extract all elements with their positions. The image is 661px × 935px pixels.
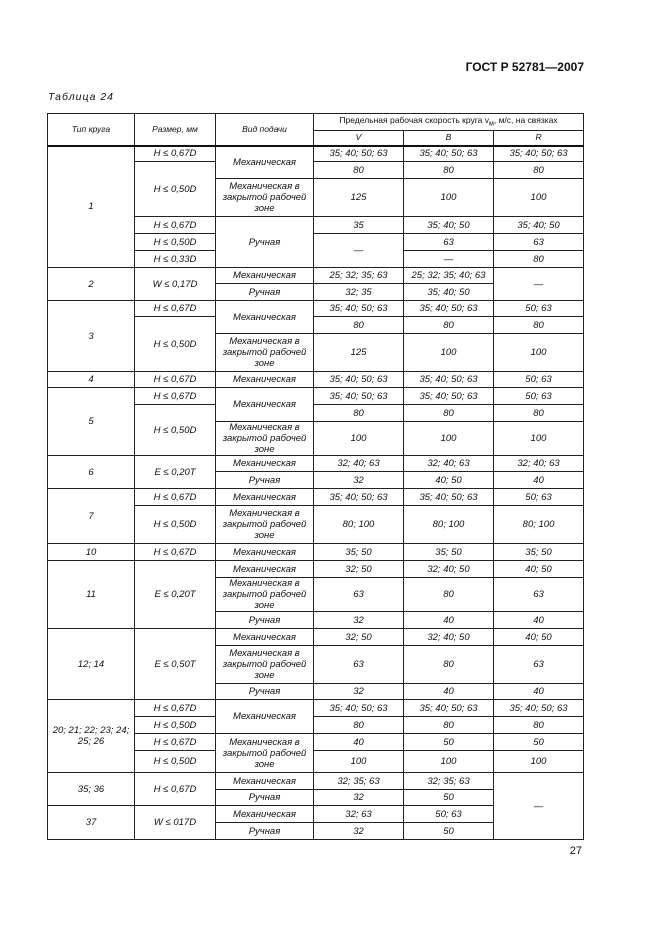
cell-b: 35; 50: [404, 544, 494, 561]
cell-r: 50: [494, 734, 584, 751]
cell-v: 35; 40; 50; 63: [314, 388, 404, 405]
cell-type: 1: [48, 146, 135, 268]
cell-size: H ≤ 0,67D: [135, 734, 216, 751]
cell-v: 35; 40; 50; 63: [314, 372, 404, 388]
header-bond-b: B: [404, 131, 494, 146]
cell-v: 35; 40; 50; 63: [314, 489, 404, 506]
header-speed: [314, 114, 584, 131]
cell-type: 35; 36: [48, 773, 135, 806]
cell-b: 32; 35; 63: [404, 773, 494, 790]
cell-b: 100: [404, 751, 494, 773]
cell-r: 40: [494, 612, 584, 629]
cell-size: H ≤ 0,67D: [135, 372, 216, 388]
cell-b: 50; 63: [404, 806, 494, 823]
cell-feed: Механическая: [216, 489, 314, 506]
cell-feed: Ручная: [216, 684, 314, 700]
cell-r: 50; 63: [494, 489, 584, 506]
cell-size: E ≤ 0,20T: [135, 456, 216, 489]
cell-v: 35; 40; 50; 63: [314, 700, 404, 717]
header-speed-subscript: м: [488, 119, 494, 128]
cell-feed: Ручная: [216, 823, 314, 840]
cell-v: 32; 35: [314, 284, 404, 301]
table-row: [48, 146, 584, 162]
table-caption: Таблица 24: [48, 91, 115, 103]
cell-b: 32; 40; 50: [404, 561, 494, 578]
cell-r: 50; 63: [494, 388, 584, 405]
cell-v: 80: [314, 317, 404, 334]
cell-v: —: [314, 234, 404, 268]
cell-r: 100: [494, 422, 584, 456]
cell-v: 80: [314, 162, 404, 179]
table-row: [48, 388, 584, 405]
cell-b: 40: [404, 684, 494, 700]
cell-b: 50: [404, 790, 494, 806]
table-row: [48, 489, 584, 506]
cell-r: 80: [494, 717, 584, 734]
header-speed-tail: , м/с, на связках: [493, 114, 558, 125]
cell-v: 35; 50: [314, 544, 404, 561]
cell-v: 32: [314, 472, 404, 489]
cell-feed: Механическая: [216, 806, 314, 823]
cell-r: 50; 63: [494, 301, 584, 317]
cell-r: 35; 50: [494, 544, 584, 561]
cell-r: 100: [494, 751, 584, 773]
cell-type: 10: [48, 544, 135, 561]
cell-size: E ≤ 0,50T: [135, 629, 216, 700]
table-row: [48, 544, 584, 561]
cell-size: H ≤ 0,67D: [135, 700, 216, 717]
cell-v: 25; 32; 35; 63: [314, 268, 404, 284]
cell-r: —: [494, 268, 584, 301]
cell-b: 35; 40; 50; 63: [404, 301, 494, 317]
cell-type: 2: [48, 268, 135, 301]
cell-v: 32: [314, 612, 404, 629]
cell-feed: Механическая: [216, 456, 314, 472]
cell-v: 80: [314, 405, 404, 422]
cell-v: 32: [314, 823, 404, 840]
table-row: [48, 372, 584, 388]
cell-r: 35; 40; 50; 63: [494, 700, 584, 717]
cell-b: 32; 40; 63: [404, 456, 494, 472]
cell-feed: Механическая: [216, 301, 314, 334]
cell-size: H ≤ 0,50D: [135, 751, 216, 773]
cell-b: 40; 50: [404, 472, 494, 489]
cell-r: 80: [494, 405, 584, 422]
cell-b: 35; 40; 50; 63: [404, 372, 494, 388]
table-row: [48, 629, 584, 646]
cell-b: 25; 32; 35; 40; 63: [404, 268, 494, 284]
header-type: Тип круга: [48, 114, 135, 146]
cell-size: H ≤ 0,67D: [135, 388, 216, 405]
cell-v: 32; 63: [314, 806, 404, 823]
cell-b: 80: [404, 162, 494, 179]
cell-v: 32: [314, 790, 404, 806]
cell-type: 4: [48, 372, 135, 388]
cell-size: H ≤ 0,33D: [135, 251, 216, 268]
cell-feed: Механическая в закрытой рабочей зоне: [216, 578, 314, 612]
cell-feed: Механическая: [216, 629, 314, 646]
table-row: [48, 268, 584, 284]
cell-b: 40: [404, 612, 494, 629]
header-bond-r: R: [494, 131, 584, 146]
cell-size: H ≤ 0,67D: [135, 544, 216, 561]
cell-feed: Механическая: [216, 388, 314, 422]
cell-v: 32; 35; 63: [314, 773, 404, 790]
cell-type: 20; 21; 22; 23; 24; 25; 26: [48, 700, 135, 773]
cell-v: 80: [314, 717, 404, 734]
header-bond-v: V: [314, 131, 404, 146]
cell-size: E ≤ 0,20T: [135, 561, 216, 629]
cell-b: 50: [404, 734, 494, 751]
cell-v: 35; 40; 50; 63: [314, 301, 404, 317]
cell-feed: Механическая в закрытой рабочей зоне: [216, 422, 314, 456]
header-feed: Вид подачи: [216, 114, 314, 146]
cell-b: 63: [404, 234, 494, 251]
cell-r: 100: [494, 334, 584, 372]
cell-r: 80: [494, 162, 584, 179]
cell-feed: Ручная: [216, 612, 314, 629]
cell-feed: Механическая: [216, 773, 314, 790]
cell-size: H ≤ 0,50D: [135, 162, 216, 217]
cell-b: 80: [404, 646, 494, 684]
cell-type: 11: [48, 561, 135, 629]
cell-v: 63: [314, 646, 404, 684]
page-number: 27: [569, 845, 582, 857]
cell-r: 63: [494, 578, 584, 612]
cell-r: 63: [494, 646, 584, 684]
cell-v: 100: [314, 422, 404, 456]
cell-feed: Механическая в закрытой рабочей зоне: [216, 334, 314, 372]
cell-r: 40: [494, 684, 584, 700]
cell-b: 35; 40; 50; 63: [404, 388, 494, 405]
cell-v: 125: [314, 334, 404, 372]
cell-r: 100: [494, 179, 584, 217]
cell-b: 100: [404, 179, 494, 217]
cell-b: 100: [404, 334, 494, 372]
cell-size: H ≤ 0,50D: [135, 506, 216, 544]
cell-feed: Ручная: [216, 284, 314, 301]
cell-r: —: [494, 773, 584, 840]
cell-b: —: [404, 251, 494, 268]
cell-v: 35; 40; 50; 63: [314, 146, 404, 162]
cell-r: 63: [494, 234, 584, 251]
cell-b: 80: [404, 717, 494, 734]
cell-size: H ≤ 0,67D: [135, 489, 216, 506]
cell-size: H ≤ 0,50D: [135, 317, 216, 372]
cell-type: 7: [48, 489, 135, 544]
cell-r: 40; 50: [494, 629, 584, 646]
cell-v: 80; 100: [314, 506, 404, 544]
cell-feed: Механическая: [216, 268, 314, 284]
cell-type: 5: [48, 388, 135, 456]
header-speed-text: Предельная рабочая скорость круга v: [339, 114, 489, 125]
cell-r: 50; 63: [494, 372, 584, 388]
cell-type: 12; 14: [48, 629, 135, 700]
cell-v: 125: [314, 179, 404, 217]
header-size: Размер, мм: [135, 114, 216, 146]
cell-feed: Механическая в закрытой рабочей зоне: [216, 646, 314, 684]
cell-feed: Механическая: [216, 146, 314, 179]
cell-feed: Ручная: [216, 217, 314, 268]
table-header-row: [48, 114, 584, 131]
cell-b: 50: [404, 823, 494, 840]
cell-b: 35; 40; 50; 63: [404, 146, 494, 162]
cell-b: 35; 40; 50: [404, 217, 494, 234]
cell-v: 63: [314, 578, 404, 612]
cell-b: 80: [404, 578, 494, 612]
cell-size: W ≤ 0,17D: [135, 268, 216, 301]
cell-b: 35; 40; 50: [404, 284, 494, 301]
cell-size: H ≤ 0,67D: [135, 217, 216, 234]
cell-v: 100: [314, 751, 404, 773]
cell-feed: Механическая: [216, 561, 314, 578]
speed-table: [47, 113, 584, 840]
cell-b: 35; 40; 50; 63: [404, 489, 494, 506]
cell-feed: Механическая в закрытой рабочей зоне: [216, 734, 314, 773]
cell-r: 80: [494, 317, 584, 334]
table-row: [48, 700, 584, 717]
cell-type: 37: [48, 806, 135, 840]
cell-feed: Ручная: [216, 790, 314, 806]
cell-b: 80: [404, 317, 494, 334]
cell-feed: Механическая: [216, 544, 314, 561]
cell-v: 32; 40; 63: [314, 456, 404, 472]
cell-r: 80; 100: [494, 506, 584, 544]
cell-r: 35; 40; 50: [494, 217, 584, 234]
cell-r: 35; 40; 50; 63: [494, 146, 584, 162]
cell-v: 35: [314, 217, 404, 234]
cell-v: 32: [314, 684, 404, 700]
cell-size: H ≤ 0,50D: [135, 717, 216, 734]
cell-size: H ≤ 0,50D: [135, 405, 216, 456]
cell-v: 32; 50: [314, 629, 404, 646]
cell-b: 32; 40; 50: [404, 629, 494, 646]
cell-b: 35; 40; 50; 63: [404, 700, 494, 717]
cell-r: 40: [494, 472, 584, 489]
cell-r: 40; 50: [494, 561, 584, 578]
cell-v: 40: [314, 734, 404, 751]
cell-r: 32; 40; 63: [494, 456, 584, 472]
table-row: [48, 456, 584, 472]
cell-feed: Механическая в закрытой рабочей зоне: [216, 179, 314, 217]
cell-type: 6: [48, 456, 135, 489]
cell-feed: Механическая: [216, 372, 314, 388]
cell-size: H ≤ 0,50D: [135, 234, 216, 251]
cell-v: 32; 50: [314, 561, 404, 578]
document-code: ГОСТ Р 52781—2007: [465, 60, 584, 74]
cell-type: 3: [48, 301, 135, 372]
table-row: [48, 561, 584, 578]
cell-size: H ≤ 0,67D: [135, 301, 216, 317]
cell-feed: Механическая в закрытой рабочей зоне: [216, 506, 314, 544]
cell-size: W ≤ 017D: [135, 806, 216, 840]
cell-feed: Механическая: [216, 700, 314, 734]
cell-size: H ≤ 0,67D: [135, 146, 216, 162]
table-row: [48, 773, 584, 790]
cell-size: H ≤ 0,67D: [135, 773, 216, 806]
table-row: [48, 301, 584, 317]
cell-r: 80: [494, 251, 584, 268]
cell-b: 100: [404, 422, 494, 456]
cell-b: 80: [404, 405, 494, 422]
cell-b: 80; 100: [404, 506, 494, 544]
cell-feed: Ручная: [216, 472, 314, 489]
